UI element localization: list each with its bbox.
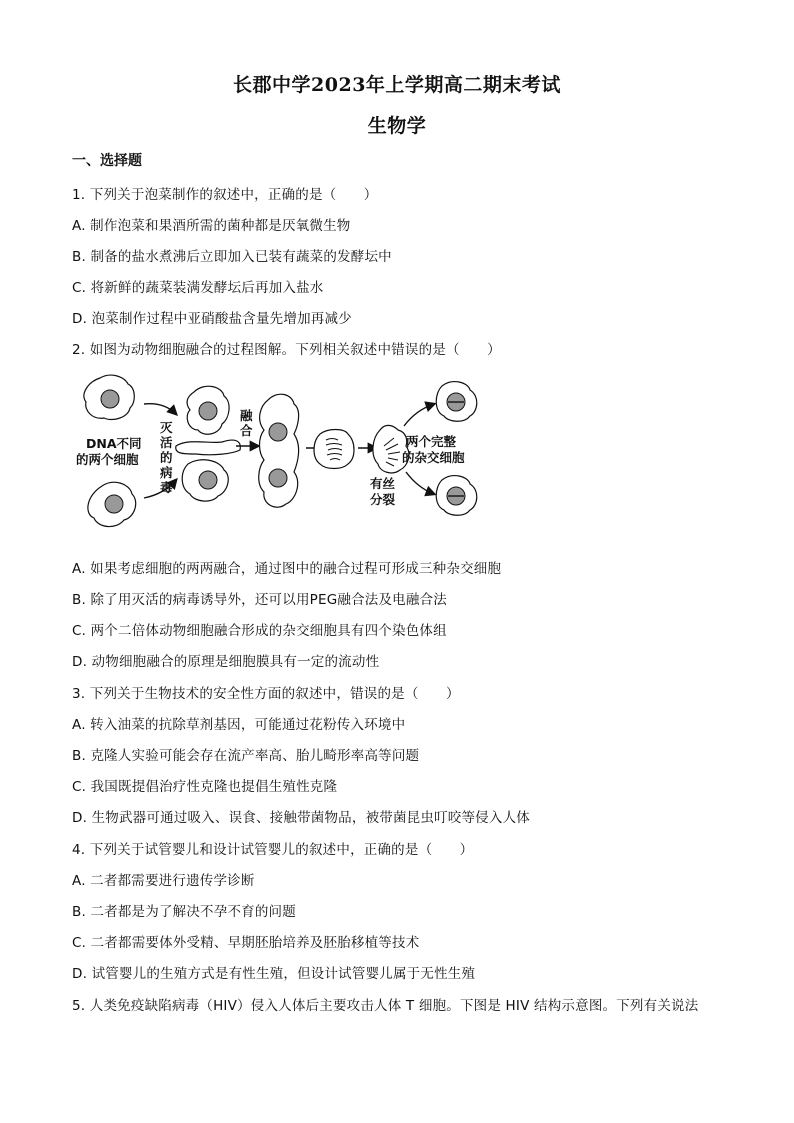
hybrid-cell-2-icon — [436, 476, 477, 516]
question-2-option-d: D. 动物细胞融合的原理是细胞膜具有一定的流动性 — [72, 654, 380, 670]
adhering-cells-icon — [176, 386, 241, 501]
question-4-option-c: C. 二者都需要体外受精、早期胚胎培养及胚胎移植等技术 — [72, 935, 420, 951]
virus-label-char: 毒 — [160, 480, 173, 495]
cell-fusion-diagram — [72, 368, 492, 540]
question-4-option-d: D. 试管婴儿的生殖方式是有性生殖，但设计试管婴儿属于无性生殖 — [72, 966, 476, 982]
merged-nucleus-cell-icon — [314, 430, 354, 469]
mitosis-label-line2: 分裂 — [370, 492, 396, 507]
question-3-option-d: D. 生物武器可通过吸入、误食、接触带菌物品，被带菌昆虫叮咬等侵入人体 — [72, 810, 530, 826]
dna-label-line1: DNA不同 — [86, 436, 142, 451]
virus-label-char: 灭 — [160, 420, 173, 435]
subject-title: 生物学 — [367, 115, 427, 137]
question-3-option-c: C. 我国既提倡治疗性克隆也提倡生殖性克隆 — [72, 779, 338, 795]
question-2-option-c: C. 两个二倍体动物细胞融合形成的杂交细胞具有四个染色体组 — [72, 623, 447, 639]
fused-cell-icon — [259, 394, 299, 507]
question-2-option-a: A. 如果考虑细胞的两两融合，通过图中的融合过程可形成三种杂交细胞 — [72, 561, 502, 577]
fusion-label-char: 合 — [240, 423, 253, 438]
hybrid-cell-1-icon — [436, 382, 477, 422]
arrow-icon — [144, 404, 176, 414]
question-5-stem: 5. 人类免疫缺陷病毒（HIV）侵入人体后主要攻击人体 T 细胞。下图是 HIV 结构示意图。下列有关说法 — [72, 998, 699, 1014]
question-2-option-b: B. 除了用灭活的病毒诱导外，还可以用PEG融合法及电融合法 — [72, 592, 447, 608]
virus-label-char: 病 — [160, 465, 173, 480]
virus-label-char: 的 — [160, 450, 173, 465]
section-heading: 一、选择题 — [72, 153, 142, 169]
hybrid-label-line2: 的杂交细胞 — [402, 450, 465, 465]
question-3-option-a: A. 转入油菜的抗除草剂基因，可能通过花粉传入环境中 — [72, 717, 406, 733]
question-3-option-b: B. 克隆人实验可能会存在流产率高、胎儿畸形率高等问题 — [72, 748, 420, 764]
question-1-option-d: D. 泡菜制作过程中亚硝酸盐含量先增加再减少 — [72, 311, 352, 327]
fusion-label-char: 融 — [240, 408, 253, 423]
mitosis-label-line1: 有丝 — [370, 476, 396, 491]
question-4-option-b: B. 二者都是为了解决不孕不育的问题 — [72, 904, 296, 920]
question-1-option-b: B. 制备的盐水煮沸后立即加入已装有蔬菜的发酵坛中 — [72, 249, 392, 265]
parent-cell-2-icon — [88, 482, 136, 526]
virus-label-char: 活 — [160, 435, 173, 450]
question-1-stem: 1. 下列关于泡菜制作的叙述中，正确的是（ ） — [72, 187, 378, 203]
question-4-stem: 4. 下列关于试管婴儿和设计试管婴儿的叙述中，正确的是（ ） — [72, 842, 474, 858]
question-1-option-a: A. 制作泡菜和果酒所需的菌种都是厌氧微生物 — [72, 218, 351, 234]
hybrid-label-line1: 两个完整 — [406, 434, 457, 449]
question-1-option-c: C. 将新鲜的蔬菜装满发酵坛后再加入盐水 — [72, 280, 324, 296]
question-2-stem: 2. 如图为动物细胞融合的过程图解。下列相关叙述中错误的是（ ） — [72, 342, 501, 358]
exam-title: 长郡中学2023年上学期高二期末考试 — [233, 74, 561, 96]
arrow-icon — [406, 472, 434, 494]
question-4-option-a: A. 二者都需要进行遗传学诊断 — [72, 873, 255, 889]
question-3-stem: 3. 下列关于生物技术的安全性方面的叙述中，错误的是（ ） — [72, 686, 460, 702]
arrow-icon — [404, 404, 434, 426]
parent-cell-1-icon — [84, 375, 134, 419]
dna-label-line2: 的两个细胞 — [76, 452, 139, 467]
